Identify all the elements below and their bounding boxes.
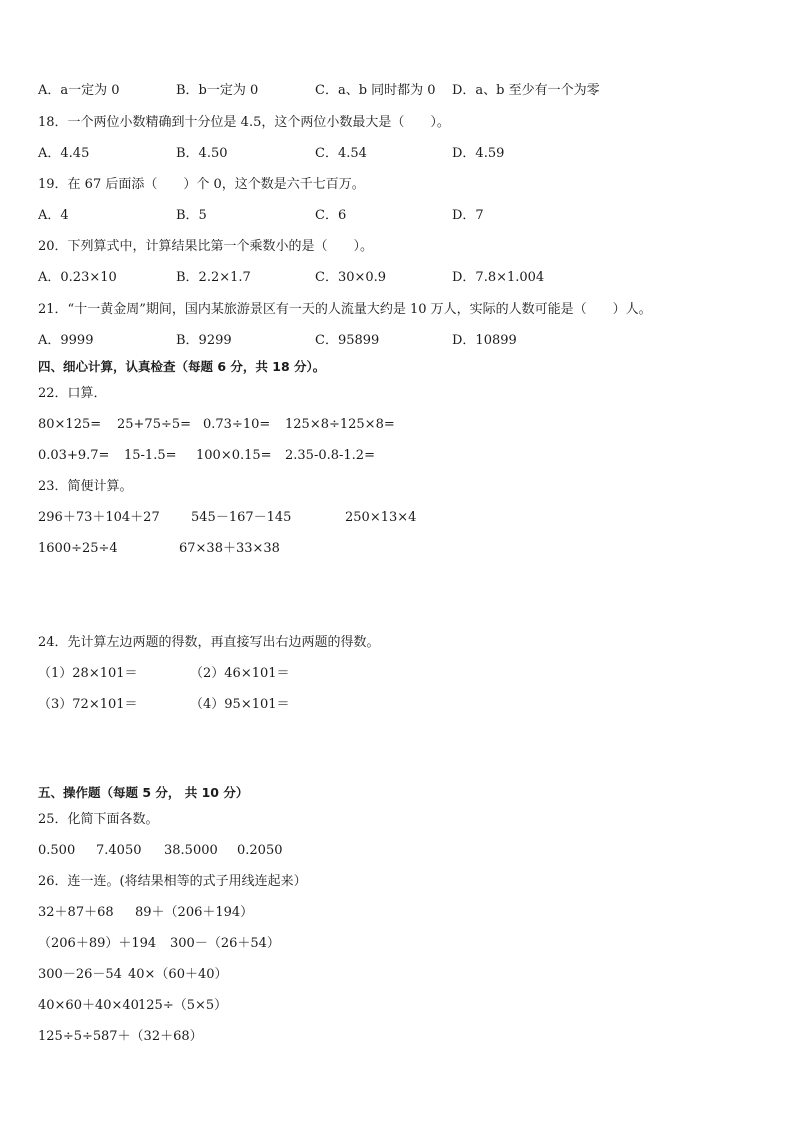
q26-left-4: 40×60＋40×40 <box>38 998 139 1013</box>
q25-number-4: 0.2050 <box>237 843 283 858</box>
q20-option-c: C．30×0.9 <box>315 270 387 285</box>
q23-item-3: 250×13×4 <box>345 510 417 525</box>
q22-item-6: 15-1.5= <box>124 448 177 463</box>
q22-item-1: 80×125= <box>38 417 102 432</box>
q19-option-c: C．6 <box>315 208 347 223</box>
q24-item-3: （3）72×101＝ <box>38 697 138 712</box>
q21-option-b: B．9299 <box>176 333 232 348</box>
q18-option-b: B．4.50 <box>176 146 228 161</box>
q23-item-2: 545－167－145 <box>191 510 292 525</box>
q17-option-b: B．b一定为 0 <box>176 83 259 98</box>
q19-option-a: A．4 <box>38 208 69 223</box>
q17-option-a: A．a一定为 0 <box>38 83 120 98</box>
q24-item-4: （4）95×101＝ <box>190 697 290 712</box>
q22-item-2: 25+75÷5= <box>117 417 192 432</box>
q26-stem: 26．连一连。(将结果相等的式子用线连起来） <box>38 874 307 889</box>
q25-number-2: 7.4050 <box>96 843 142 858</box>
q23-item-1: 296＋73＋104＋27 <box>38 510 160 525</box>
q21-option-a: A．9999 <box>38 333 94 348</box>
q18-option-d: D．4.59 <box>452 146 505 161</box>
q26-left-1: 32＋87＋68 <box>38 905 114 920</box>
q22-item-8: 2.35-0.8-1.2= <box>285 448 375 463</box>
q24-stem: 24．先计算左边两题的得数，再直接写出右边两题的得数。 <box>38 635 380 650</box>
q26-right-1: 89＋（206＋194） <box>135 905 254 920</box>
q26-left-3: 300－26－54 <box>38 967 122 982</box>
section4-title: 四、细心计算，认真检查（每题 6 分，共 18 分）。 <box>38 359 326 374</box>
q22-item-7: 100×0.15= <box>196 448 272 463</box>
q19-option-b: B．5 <box>176 208 207 223</box>
q26-left-2: （206＋89）＋194 <box>38 936 157 951</box>
q21-stem: 21．“十一黄金周”期间，国内某旅游景区有一天的人流量大约是 10 万人，实际的人数可能是（ ）人。 <box>38 302 652 317</box>
q26-right-5: 87＋（32＋68） <box>101 1029 203 1044</box>
q18-option-a: A．4.45 <box>38 146 90 161</box>
q25-stem: 25．化简下面各数。 <box>38 812 159 827</box>
q25-number-1: 0.500 <box>38 843 76 858</box>
q20-option-a: A．0.23×10 <box>38 270 117 285</box>
q26-right-4: 125÷（5×5） <box>138 998 228 1013</box>
q25-number-3: 38.5000 <box>164 843 218 858</box>
q21-option-c: C．95899 <box>315 333 380 348</box>
q18-option-c: C．4.54 <box>315 146 367 161</box>
q24-item-2: （2）46×101＝ <box>190 666 290 681</box>
q20-option-b: B．2.2×1.7 <box>176 270 251 285</box>
q26-right-3: 40×（60＋40） <box>128 967 228 982</box>
q21-option-d: D．10899 <box>452 333 517 348</box>
q23-item-4: 1600÷25÷4 <box>38 541 118 556</box>
q19-stem: 19．在 67 后面添（ ）个 0，这个数是六千七百万。 <box>38 177 365 192</box>
q22-item-4: 125×8÷125×8= <box>285 417 395 432</box>
q17-option-d: D．a、b 至少有一个为零 <box>452 83 600 98</box>
q22-item-3: 0.73÷10= <box>203 417 271 432</box>
q24-item-1: （1）28×101＝ <box>38 666 138 681</box>
q22-item-5: 0.03+9.7= <box>38 448 110 463</box>
q20-option-d: D．7.8×1.004 <box>452 270 545 285</box>
q23-stem: 23．简便计算。 <box>38 479 133 494</box>
q22-stem: 22．口算． <box>38 386 107 401</box>
q23-item-5: 67×38＋33×38 <box>179 541 280 556</box>
q26-left-5: 125÷5÷5 <box>38 1029 102 1044</box>
q17-option-c: C．a、b 同时都为 0 <box>315 83 436 98</box>
q18-stem: 18．一个两位小数精确到十分位是 4.5，这个两位小数最大是（ ）。 <box>38 115 450 130</box>
section5-title: 五、操作题（每题 5 分， 共 10 分） <box>38 785 249 800</box>
q26-right-2: 300－（26＋54） <box>170 936 280 951</box>
q20-stem: 20．下列算式中，计算结果比第一个乘数小的是（ ）。 <box>38 239 374 254</box>
q19-option-d: D．7 <box>452 208 484 223</box>
